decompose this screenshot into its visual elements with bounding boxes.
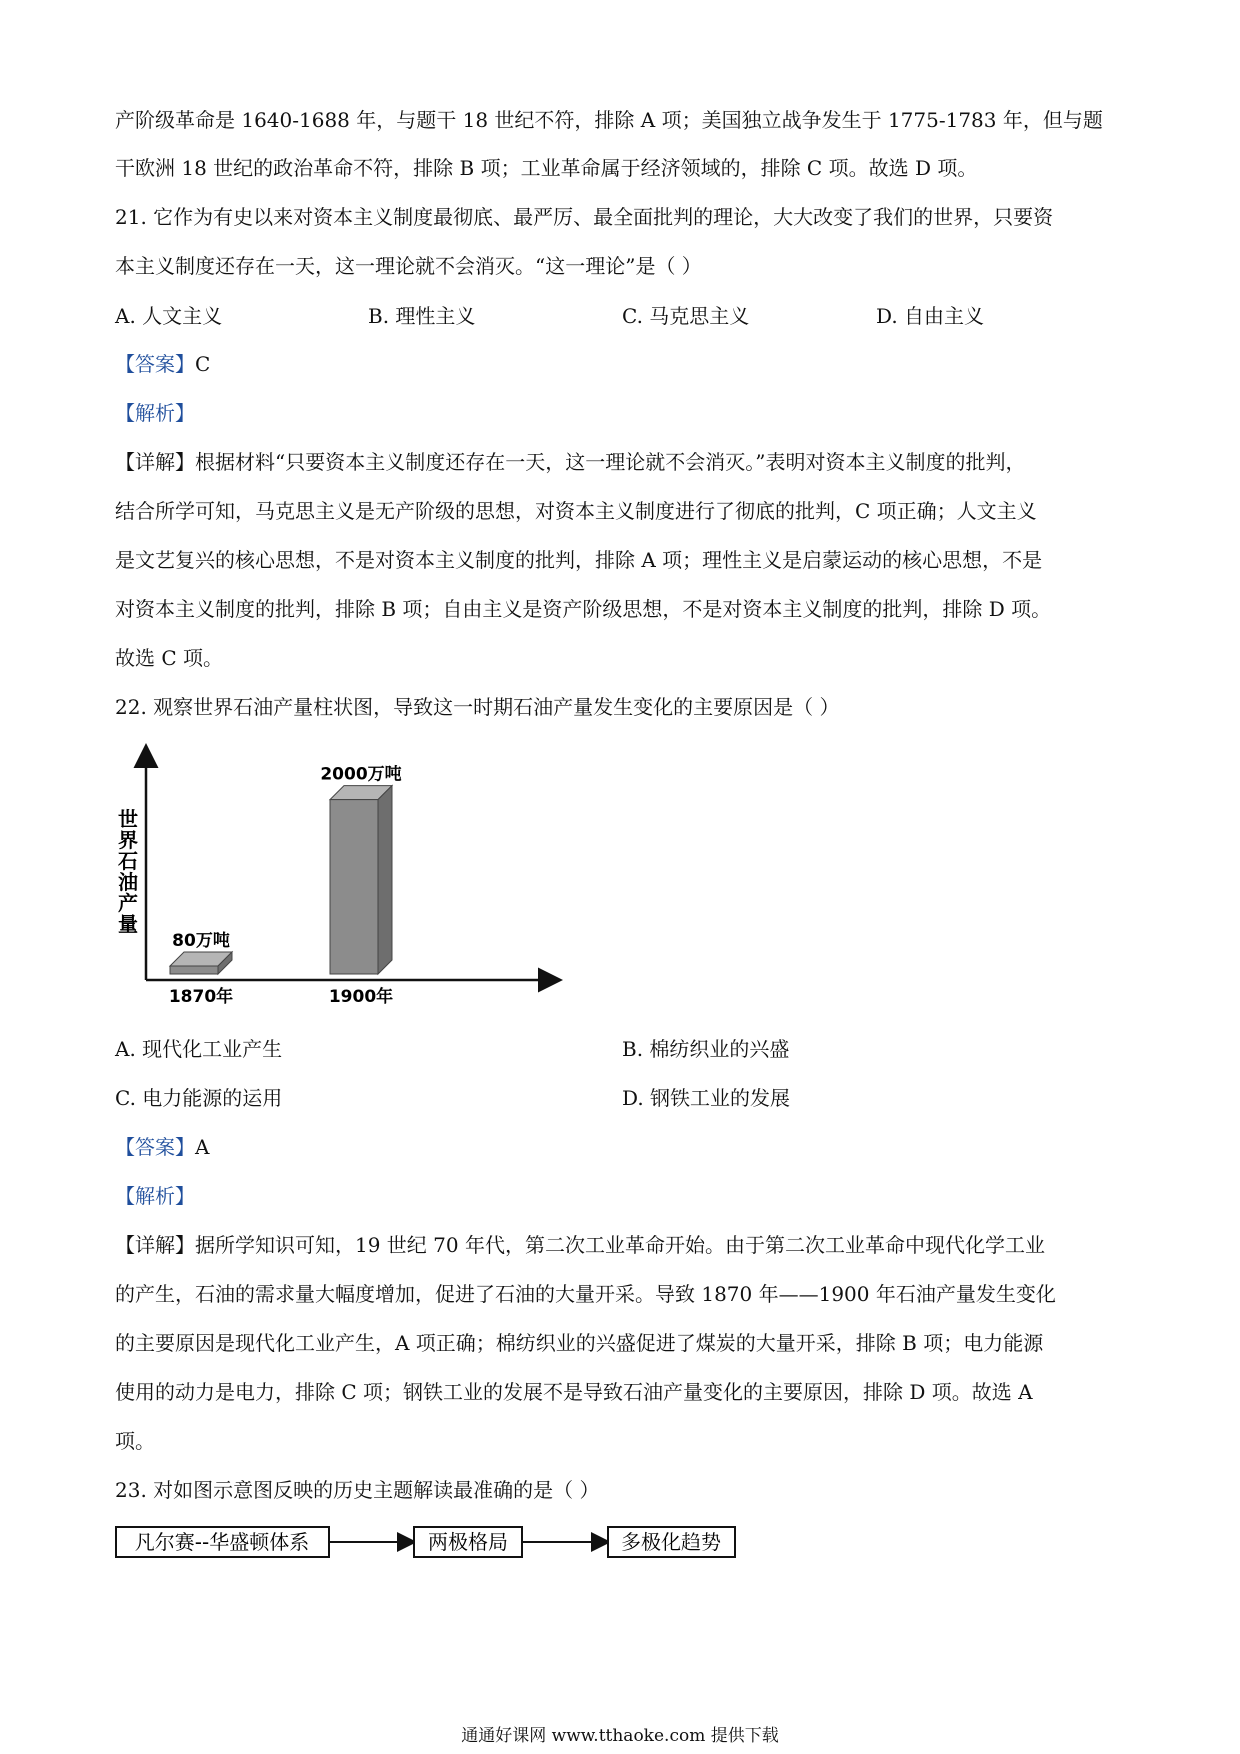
q22-detail-line: 项。 — [115, 1429, 155, 1453]
q21-analysis-tag — [115, 399, 195, 427]
x-tick-label: 1900年 — [328, 987, 394, 1007]
question-23-stem: 23. 对如图示意图反映的历史主题解读最准确的是（ ） — [115, 1478, 600, 1502]
history-flow-diagram — [110, 1515, 750, 1565]
oil-production-bar-chart — [110, 740, 570, 1015]
bar-front-face — [330, 800, 378, 974]
detail-text: 据所学知识可知，19 世纪 70 年代，第二次工业革命开始。由于第二次工业革命中现代化学工业 — [195, 1233, 1045, 1257]
text-line: 产阶级革命是 1640-1688 年，与题干 18 世纪不符，排除 A 项；美国独立战争发生于 1775-1783 年，但与题 — [115, 108, 1103, 132]
q22-detail-line — [115, 1231, 1045, 1259]
y-axis-label-char: 油 — [118, 870, 138, 894]
bar — [169, 930, 233, 1007]
diagram-label: 两极格局 — [428, 1530, 508, 1554]
diagram-label: 多极化趋势 — [621, 1530, 721, 1554]
bar-front-face — [170, 966, 218, 974]
q21-option-b: B. 理性主义 — [368, 304, 476, 328]
q21-detail-line: 故选 C 项。 — [115, 646, 224, 670]
text-line: 干欧洲 18 世纪的政治革命不符，排除 B 项；工业革命属于经济领域的，排除 C 项。故选 D 项。 — [115, 156, 978, 180]
analysis-tag: 【解析】 — [115, 401, 195, 425]
y-axis-label-char: 产 — [118, 891, 138, 915]
page-footer: 通通好课网 www.tthaoke.com 提供下载 — [461, 1726, 779, 1746]
bar-side-face — [378, 786, 392, 974]
q22-analysis-tag — [115, 1182, 195, 1210]
detail-text: 根据材料“只要资本主义制度还存在一天，这一理论就不会消灭。”表明对资本主义制度的批判， — [195, 450, 1026, 474]
bar — [320, 764, 401, 1007]
answer-value: A — [195, 1135, 210, 1159]
detail-tag: 【详解】 — [115, 450, 195, 474]
question-21-stem-cont: 本主义制度还存在一天，这一理论就不会消灭。“这一理论”是（ ） — [115, 254, 702, 278]
bar-value-label: 2000万吨 — [320, 764, 402, 785]
analysis-tag: 【解析】 — [115, 1184, 195, 1208]
q22-detail-line: 使用的动力是电力，排除 C 项；钢铁工业的发展不是导致石油产量变化的主要原因，排除 D 项。故选 A — [115, 1380, 1033, 1404]
q21-option-d: D. 自由主义 — [876, 304, 985, 328]
q21-detail-line: 对资本主义制度的批判，排除 B 项；自由主义是资产阶级思想，不是对资本主义制度的批判，排除 D 项。 — [115, 597, 1052, 621]
x-tick-label: 1870年 — [168, 987, 234, 1007]
q21-option-a: A. 人文主义 — [115, 304, 223, 328]
q22-option-a: A. 现代化工业产生 — [115, 1037, 283, 1061]
answer-value: C — [195, 352, 211, 376]
y-axis-label — [118, 807, 138, 936]
q21-detail-line — [115, 448, 1025, 476]
question-22-stem: 22. 观察世界石油产量柱状图，导致这一时期石油产量发生变化的主要原因是（ ） — [115, 695, 840, 719]
q21-detail-line: 是文艺复兴的核心思想，不是对资本主义制度的批判，排除 A 项；理性主义是启蒙运动的核心思想，不是 — [115, 548, 1043, 572]
y-axis-label-char: 石 — [118, 849, 138, 873]
q21-option-c: C. 马克思主义 — [622, 304, 750, 328]
q22-answer — [115, 1133, 209, 1161]
q21-detail-line: 结合所学可知，马克思主义是无产阶级的思想，对资本主义制度进行了彻底的批判，C 项正确；人文主义 — [115, 499, 1037, 523]
diagram-label: 凡尔赛--华盛顿体系 — [134, 1530, 310, 1554]
q22-option-d: D. 钢铁工业的发展 — [622, 1086, 791, 1110]
answer-tag: 【答案】 — [115, 352, 195, 376]
question-21-stem: 21. 它作为有史以来对资本主义制度最彻底、最严厉、最全面批判的理论，大大改变了我们的世界，只要资 — [115, 205, 1054, 229]
q22-option-b: B. 棉纺织业的兴盛 — [622, 1037, 790, 1061]
q22-option-c: C. 电力能源的运用 — [115, 1086, 283, 1110]
q21-answer — [115, 350, 210, 378]
y-axis-label-char: 界 — [118, 828, 138, 852]
detail-tag: 【详解】 — [115, 1233, 195, 1257]
answer-tag: 【答案】 — [115, 1135, 195, 1159]
y-axis-label-char: 量 — [118, 912, 138, 936]
bar-value-label: 80万吨 — [172, 931, 230, 951]
q22-detail-line: 的主要原因是现代化工业产生，A 项正确；棉纺织业的兴盛促进了煤炭的大量开采，排除 B 项；电力能源 — [115, 1331, 1044, 1355]
q22-detail-line: 的产生，石油的需求量大幅度增加，促进了石油的大量开采。导致 1870 年——1900 年石油产量发生变化 — [115, 1282, 1056, 1306]
y-axis-label-char: 世 — [118, 807, 138, 831]
